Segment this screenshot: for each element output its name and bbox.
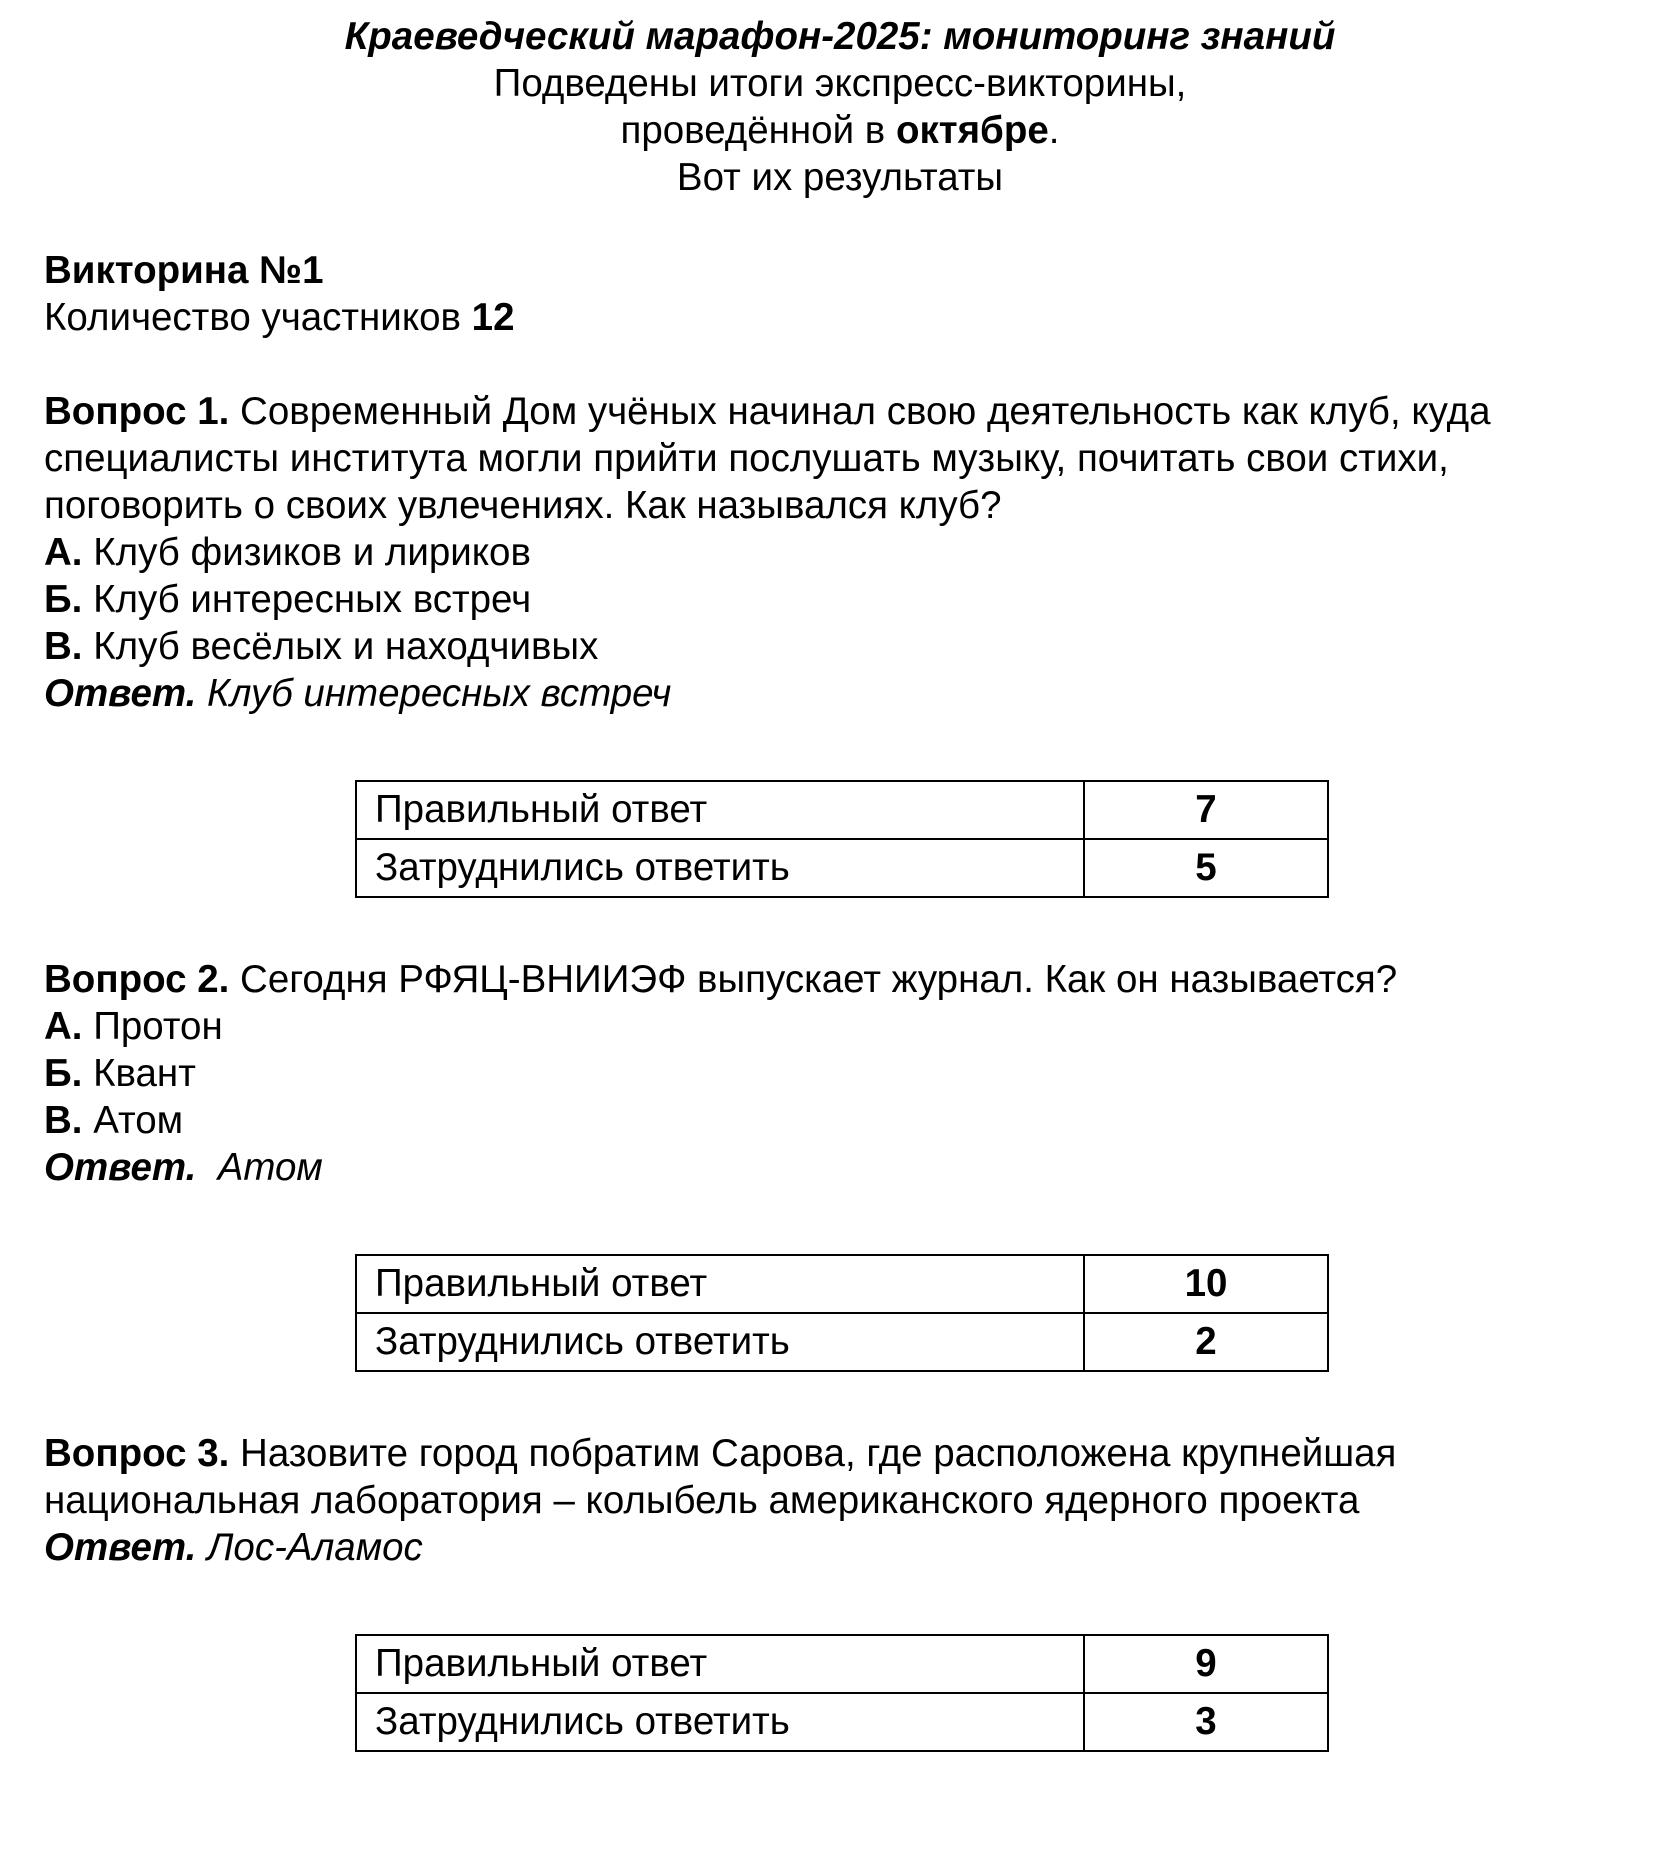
quiz-title: Викторина №1 — [44, 249, 324, 292]
header-month: октябре — [895, 109, 1049, 152]
question-3-text-line-1 — [44, 1430, 1636, 1477]
question-3-text-1: национальная лаборатория – колыбель американского ядерного проекта — [44, 1479, 1360, 1522]
table-row — [356, 1693, 1328, 1751]
question-1-text-line-1 — [44, 388, 1636, 435]
stats-label-unsure: Затруднились ответить — [356, 839, 1084, 897]
option-letter: А. — [44, 1005, 83, 1048]
option-text: Клуб физиков и лириков — [82, 531, 531, 574]
stats-value-correct: 9 — [1084, 1635, 1328, 1693]
table-row — [356, 1313, 1328, 1371]
table-row — [356, 781, 1328, 839]
header-line-3: Вот их результаты — [676, 156, 1004, 199]
stats-value-correct: 10 — [1084, 1255, 1328, 1313]
option-text: Атом — [82, 1099, 184, 1142]
option-letter: В. — [44, 1099, 83, 1142]
stats-value-unsure: 5 — [1084, 839, 1328, 897]
question-1-text-0: Современный Дом учёных начинал свою деятельность как клуб, куда — [229, 390, 1491, 433]
question-1-option-b — [44, 576, 1636, 623]
question-1-option-a — [44, 529, 1636, 576]
participants-label: Количество участников — [44, 296, 472, 339]
question-1-stats-table — [355, 780, 1329, 898]
question-3-label: Вопрос 3. — [44, 1432, 230, 1475]
question-1-label: Вопрос 1. — [44, 390, 230, 433]
question-1-text-1: специалисты института могли прийти послушать музыку, почитать свои стихи, — [44, 437, 1449, 480]
document-header — [44, 13, 1636, 201]
answer-label: Ответ. — [44, 1146, 197, 1189]
answer-text: Лос-Аламос — [196, 1526, 423, 1569]
stats-label-correct: Правильный ответ — [356, 1635, 1084, 1693]
table-row — [356, 839, 1328, 897]
question-2-option-b — [44, 1050, 1636, 1097]
option-text: Клуб интересных встреч — [82, 578, 532, 621]
header-line-2-suffix: . — [1048, 109, 1060, 152]
answer-text: Клуб интересных встреч — [196, 672, 672, 715]
stats-value-unsure: 3 — [1084, 1693, 1328, 1751]
question-2-label: Вопрос 2. — [44, 958, 230, 1001]
participants-line — [44, 294, 1636, 341]
stats-label-correct: Правильный ответ — [356, 1255, 1084, 1313]
stats-value-correct: 7 — [1084, 781, 1328, 839]
quiz-info — [44, 247, 1636, 341]
option-text: Протон — [82, 1005, 223, 1048]
question-1 — [44, 388, 1636, 717]
question-2-option-c — [44, 1097, 1636, 1144]
stats-label-unsure: Затруднились ответить — [356, 1313, 1084, 1371]
table-row — [356, 1255, 1328, 1313]
question-3 — [44, 1430, 1636, 1571]
participants-count: 12 — [471, 296, 515, 339]
question-3-answer — [44, 1524, 1636, 1571]
option-letter: В. — [44, 625, 83, 668]
table-row — [356, 1635, 1328, 1693]
question-2-option-a — [44, 1003, 1636, 1050]
option-letter: Б. — [44, 1052, 83, 1095]
question-3-text-0: Назовите город побратим Сарова, где расположена крупнейшая — [229, 1432, 1397, 1475]
question-1-answer — [44, 670, 1636, 717]
header-line-2-prefix: проведённой в — [620, 109, 896, 152]
question-2-text-line-1 — [44, 956, 1636, 1003]
question-2-stats-table — [355, 1254, 1329, 1372]
header-line-1: Подведены итоги экспресс-викторины, — [493, 62, 1187, 105]
answer-label: Ответ. — [44, 672, 197, 715]
option-letter: Б. — [44, 578, 83, 621]
header-line-2 — [44, 107, 1636, 154]
question-1-option-c — [44, 623, 1636, 670]
question-2 — [44, 956, 1636, 1191]
question-2-text-0: Сегодня РФЯЦ-ВНИИЭФ выпускает журнал. Как он называется? — [229, 958, 1398, 1001]
question-1-text-2: поговорить о своих увлечениях. Как назывался клуб? — [44, 484, 1002, 527]
document-title: Краеведческий марафон-2025: мониторинг знаний — [344, 15, 1336, 58]
option-letter: А. — [44, 531, 83, 574]
answer-label: Ответ. — [44, 1526, 197, 1569]
stats-label-correct: Правильный ответ — [356, 781, 1084, 839]
question-3-stats-table — [355, 1634, 1329, 1752]
option-text: Клуб весёлых и находчивых — [82, 625, 599, 668]
question-2-answer — [44, 1144, 1636, 1191]
option-text: Квант — [82, 1052, 196, 1095]
stats-value-unsure: 2 — [1084, 1313, 1328, 1371]
answer-text: Атом — [196, 1146, 323, 1189]
stats-label-unsure: Затруднились ответить — [356, 1693, 1084, 1751]
